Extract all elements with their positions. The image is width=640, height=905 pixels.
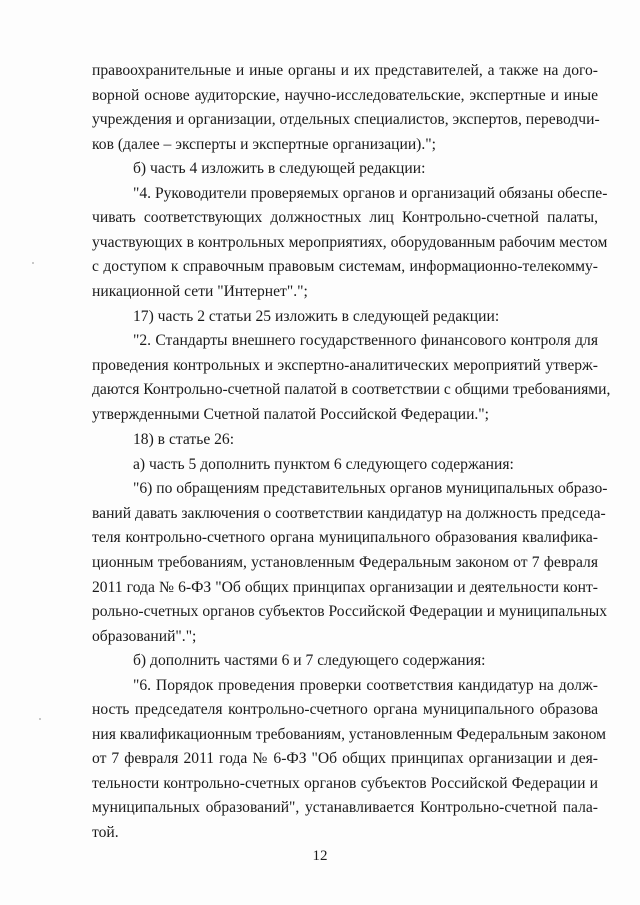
text-line: учреждения и организации, отдельных специалистов, экспертов, переводчи-	[92, 111, 600, 128]
text-line: ков (далее – эксперты и экспертные организации).";	[92, 136, 436, 153]
text-line: ваний давать заключения о соответствии кандидатур на должность председа-	[92, 505, 606, 522]
text-line: 18) в статье 26:	[133, 431, 235, 448]
text-line: "6) по обращениям представительных органов муниципальных образо-	[133, 480, 608, 497]
text-line: б) часть 4 изложить в следующей редакции:	[133, 160, 426, 177]
text-line: тельности контрольно-счетных органов субъектов Российской Федерации и	[92, 775, 598, 792]
text-line: 2011 года № 6-ФЗ "Об общих принципах организации и деятельности конт-	[92, 579, 598, 596]
text-line: образований".";	[92, 628, 197, 645]
text-line: проведения контрольных и экспертно-аналитических мероприятий утверж-	[92, 357, 598, 374]
text-line: от 7 февраля 2011 года № 6-ФЗ "Об общих принципах организации и дея-	[92, 750, 598, 767]
text-line: "6. Порядок проведения проверки соответствия кандидатур на долж-	[133, 677, 598, 694]
text-line: рольно-счетных органов субъектов Российской Федерации и муниципальных	[92, 603, 608, 620]
scan-speck	[39, 718, 41, 720]
text-line: даются Контрольно-счетной палатой в соответствии с общими требованиями,	[92, 381, 611, 398]
text-line: а) часть 5 дополнить пунктом 6 следующего содержания:	[133, 456, 514, 473]
text-line: ционным требованиям, установленным Федеральным законом от 7 февраля	[92, 554, 598, 571]
text-line: ность председателя контрольно-счетного органа муниципального образова	[92, 701, 598, 718]
text-line: ворной основе аудиторские, научно-исследовательские, экспертные и иные	[92, 87, 598, 104]
text-line: участвующих в контрольных мероприятиях, оборудованным рабочим местом	[92, 234, 608, 251]
text-line: теля контрольно-счетного органа муниципального образования квалифика-	[92, 529, 598, 546]
text-line: "2. Стандарты внешнего государственного финансового контроля для	[133, 332, 598, 349]
page-number: 12	[312, 848, 328, 864]
text-line: никационной сети "Интернет".";	[92, 283, 308, 300]
text-line: "4. Руководители проверяемых органов и организаций обязаны обеспе-	[133, 185, 608, 202]
scan-speck	[32, 262, 34, 264]
text-line: б) дополнить частями 6 и 7 следующего содержания:	[133, 652, 486, 669]
text-line: той.	[92, 824, 119, 841]
text-line: утвержденными Счетной палатой Российской Федерации.";	[92, 406, 490, 423]
text-line: 17) часть 2 статьи 25 изложить в следующей редакции:	[133, 308, 500, 325]
text-line: ния квалификационным требованиям, установленным Федеральным законом	[92, 726, 607, 743]
text-line: правоохранительные и иные органы и их представителей, а также на дого-	[92, 62, 598, 79]
text-line: чивать соответствующих должностных лиц Контрольно-счетной палаты,	[92, 209, 598, 226]
text-line: с доступом к справочным правовым системам, информационно-телекомму-	[92, 258, 598, 275]
text-line: муниципальных образований", устанавливается Контрольно-счетной пала-	[92, 799, 598, 816]
